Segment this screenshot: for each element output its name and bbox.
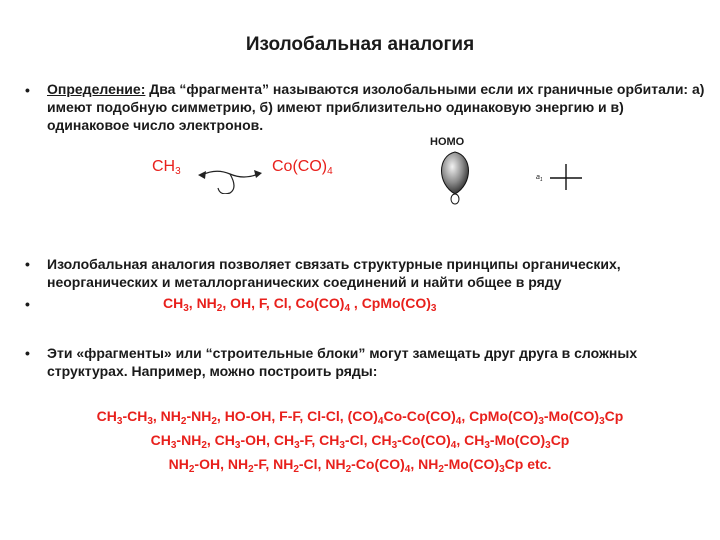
orbital-small-lobe	[451, 194, 459, 204]
orbital-lobe-icon	[435, 150, 479, 206]
isolobal-arrow-icon	[190, 158, 270, 194]
arrowhead-left	[198, 171, 206, 179]
definition-term: Определение:	[47, 81, 146, 97]
fragment-series: $CH_3$, $NH_2$, OH, F, Cl, $Co(CO)_4$ , $CpMo(CO)_3$	[163, 295, 437, 314]
bullet-marker: •	[25, 256, 30, 272]
arrowhead-right	[254, 170, 262, 178]
slide-title: Изолобальная аналогия	[245, 34, 475, 55]
building-blocks-paragraph: Эти «фрагменты» или “строительные блоки” могут замещать друг друга в сложных структурах. Например, можно построить ряды:	[47, 345, 638, 379]
bullet-marker: •	[25, 296, 30, 312]
orbital-big-lobe	[442, 152, 469, 194]
a1-label: $a_1$	[536, 174, 543, 183]
homo-label: HOMO	[430, 136, 465, 148]
series-row-2: $CH_3-NH_2$, $CH_3-OH$, $CH_3-F$, $CH_3-Cl$, $CH_3-Co(CO)_4$, $CH_3-Mo(CO)_3Cp$	[150, 432, 570, 451]
half-lobe-symbol	[218, 174, 234, 194]
definition-paragraph	[47, 80, 707, 134]
bullet-marker: •	[25, 82, 30, 98]
fragment-coco4: $Co(CO)_4$	[272, 158, 333, 177]
fragment-ch3: $CH_3$	[152, 158, 181, 177]
series-row-3: $NH_2-OH$, $NH_2-F$, $NH_2-Cl$, $NH_2-Co(CO)_4$, $NH_2-Mo(CO)_3Cp$ etc.	[168, 456, 552, 475]
definition-text: Два “фрагмента” называются изолобальными если их граничные орбитали: а) имеют подобную симметрию, б) имеют приблизительно одинаковую энергию и в) одинаковое число электронов.	[47, 81, 705, 133]
bullet-marker: •	[25, 345, 30, 361]
energy-level-icon	[548, 160, 584, 196]
series-row-1: $CH_3-CH_3$, $NH_2-NH_2$, HO-OH, F-F, Cl-Cl, $(CO)_4Co-Co(CO)_4$, $CpMo(CO)_3-Mo(CO)_3Cp$	[96, 408, 624, 427]
analogy-paragraph: Изолобальная аналогия позволяет связать структурные принципы органических, неорганических и металлорганических соединений и найти общее в ряду	[47, 256, 621, 290]
